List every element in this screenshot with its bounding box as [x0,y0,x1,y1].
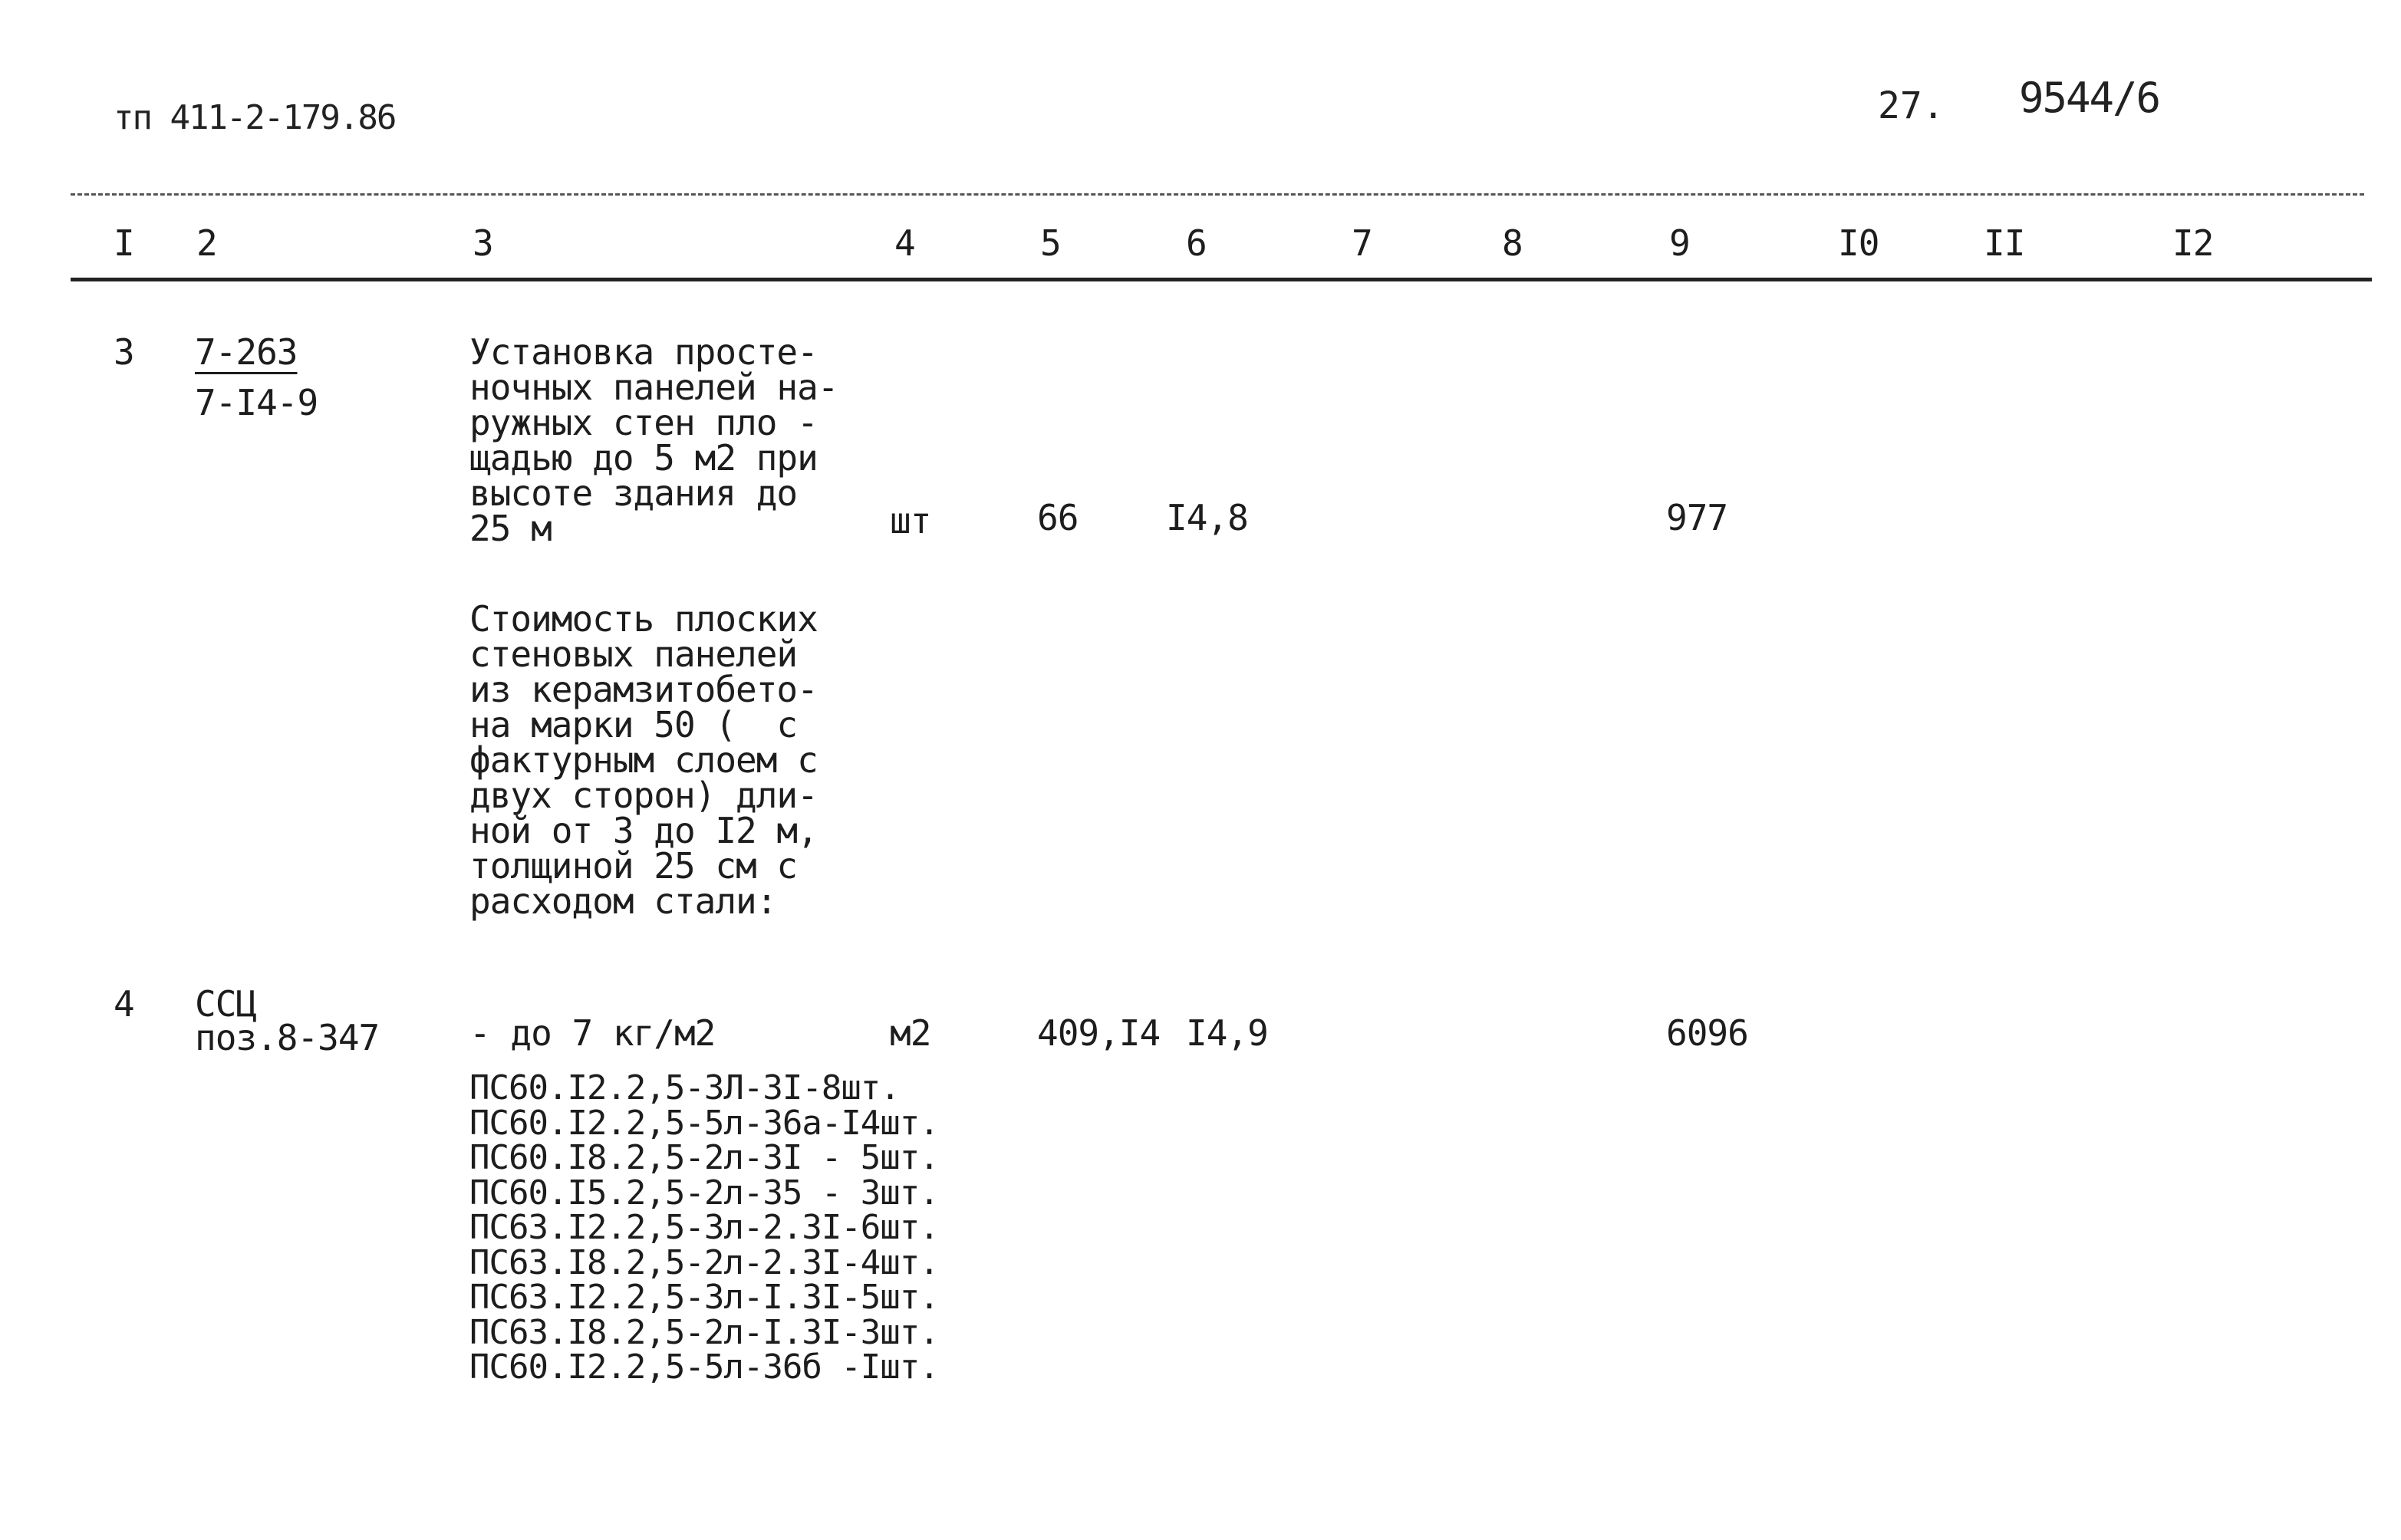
col-header-7: 7 [1352,222,1372,264]
col-header-1: I [114,222,134,264]
list-item: ПС60.I2.2,5-3Л-3I-8шт. [469,1068,900,1107]
list-item: ПС60.I8.2,5-2л-3I - 5шт. [469,1138,939,1177]
list-item: ПС63.I8.2,5-2л-I.3I-3шт. [469,1312,939,1352]
row-3-unit: шт [890,500,931,541]
col-header-5: 5 [1040,222,1061,264]
list-item: ПС60.I2.2,5-5л-36б -Iшт. [469,1348,939,1387]
row-4-description: - до 7 кг/м2 [469,1012,716,1054]
header-divider [71,278,2372,281]
col-header-9: 9 [1669,222,1690,264]
row-4-col6: I4,9 [1186,1012,1268,1054]
list-item: ПС60.I2.2,5-5л-36а-I4шт. [469,1103,939,1143]
row-3-quantity: 66 [1037,497,1079,538]
row-3-description: Установка просте- ночных панелей на- ружных стен пло - щадью до 5 м2 при высоте здания до 25 м [469,331,838,549]
row-4-unit: м2 [890,1012,931,1054]
row-3-number: 3 [114,331,134,373]
col-header-8: 8 [1502,222,1523,264]
top-divider [71,193,2364,196]
list-item: ПС60.I5.2,5-2л-35 - 3шт. [469,1173,939,1213]
row-4-col9: 6096 [1666,1012,1748,1054]
row-3-col9: 977 [1666,497,1728,538]
row-4-number: 4 [114,983,134,1025]
list-item: ПС63.I8.2,5-2л-2.3I-4шт. [469,1242,939,1282]
document-code: тп 411-2-179.86 [114,98,396,137]
list-item: ПС63.I2.2,5-3л-I.3I-5шт. [469,1278,939,1317]
row-3-code-line1: 7-263 [195,331,298,373]
col-header-10: I0 [1838,222,1879,264]
col-header-11: II [1984,222,2025,264]
page-number: 27. [1878,84,1945,127]
archive-number: 9544/6 [2019,74,2160,122]
col-header-4: 4 [894,222,915,264]
col-header-3: 3 [473,222,493,264]
col-header-12: I2 [2172,222,2214,264]
list-item: ПС63.I2.2,5-3л-2.3I-6шт. [469,1208,939,1247]
row-3-code-line2: 7-I4-9 [195,382,318,423]
row-3-col6: I4,8 [1166,497,1248,538]
cost-description: Стоимость плоских стеновых панелей из керамзитобето- на марки 50 ( с фактурным слоем с двух сторон) дли- ной от 3 до I2 м, толщиной 25 см с расходом стали: [469,598,818,922]
row-4-quantity: 409,I4 [1037,1012,1161,1054]
col-header-2: 2 [196,222,217,264]
col-header-6: 6 [1186,222,1207,264]
row-4-code-line1: ССЦ [195,983,257,1025]
row-4-code-line2: поз.8-347 [195,1017,380,1058]
